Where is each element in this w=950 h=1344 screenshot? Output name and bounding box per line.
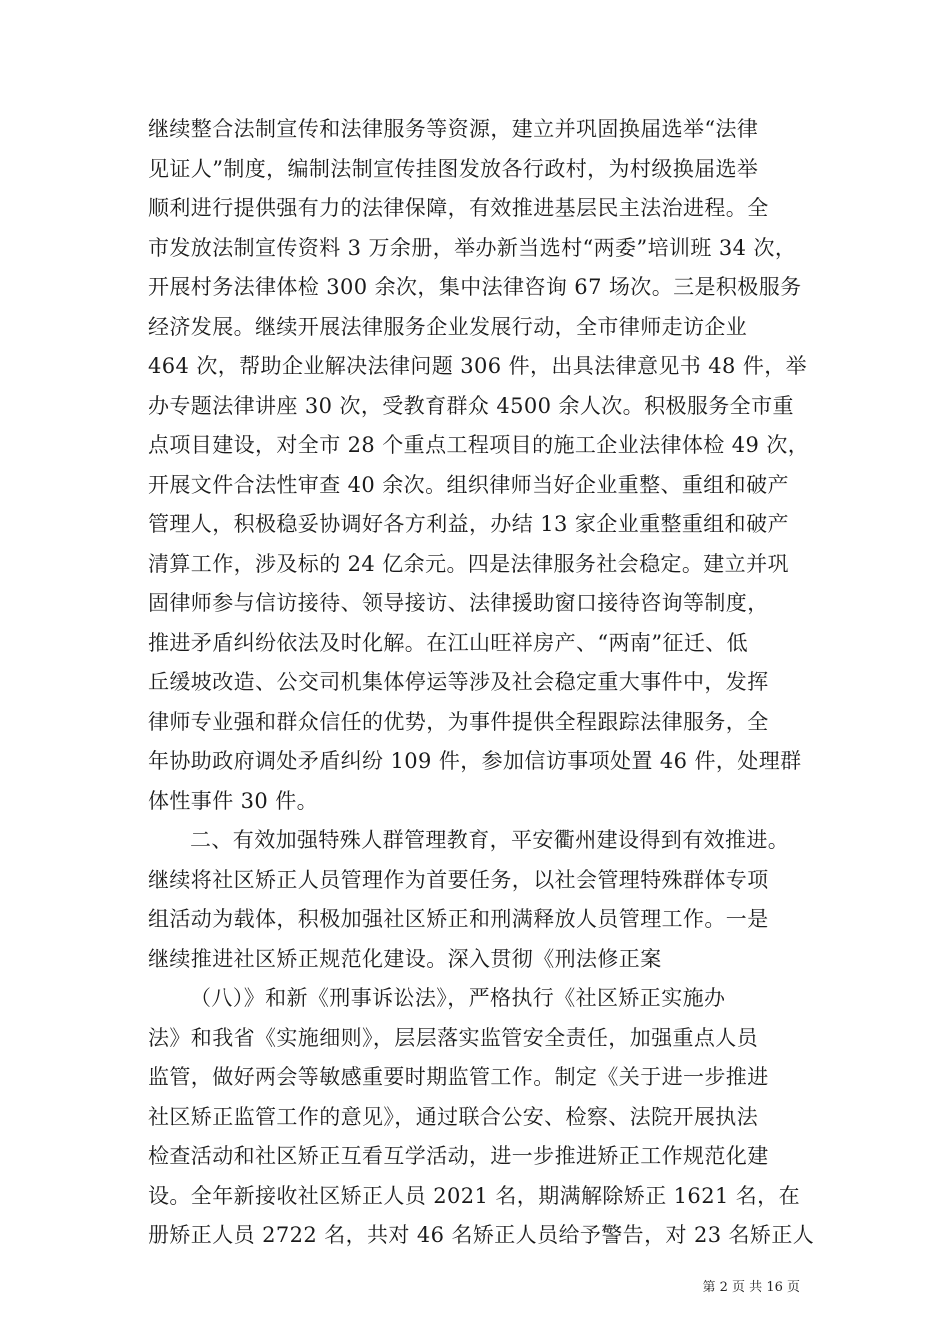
- text-line: 经济发展。继续开展法律服务企业发展行动，全市律师走访企业: [148, 314, 748, 339]
- text-line: 开展村务法律体检 300 余次，集中法律咨询 67 场次。三是积极服务: [148, 275, 802, 299]
- text-line: 年协助政府调处矛盾纠纷 109 件，参加信访事项处置 46 件，处理群: [148, 749, 802, 773]
- text-line: 法》和我省《实施细则》，层层落实监管安全责任，加强重点人员: [148, 1025, 759, 1050]
- text-line: 继续推进社区矫正规范化建设。深入贯彻《刑法修正案: [148, 946, 662, 971]
- text-line: 见证人”制度，编制法制宣传挂图发放各行政村，为村级换届选举: [148, 156, 759, 181]
- text-line: 律师专业强和群众信任的优势，为事件提供全程跟踪法律服务，全: [148, 709, 769, 734]
- text-line: 开展文件合法性审查 40 余次。组织律师当好企业重整、重组和破产: [148, 472, 789, 497]
- section-heading-line: 二、有效加强特殊人群管理教育，平安衢州建设得到有效推进。: [190, 828, 790, 852]
- text-line: 继续将社区矫正人员管理作为首要任务，以社会管理特殊群体专项: [148, 867, 769, 892]
- body-text: [148, 110, 815, 1256]
- text-line: 办专题法律讲座 30 次，受教育群众 4500 余人次。积极服务全市重: [148, 393, 794, 418]
- text-line: 监管，做好两会等敏感重要时期监管工作。制定《关于进一步推进: [148, 1065, 769, 1089]
- text-line: 册矫正人员 2722 名，共对 46 名矫正人员给予警告，对 23 名矫正人: [148, 1223, 815, 1247]
- text-line: 464 次，帮助企业解决法律问题 306 件，出具法律意见书 48 件，举: [148, 354, 808, 378]
- text-line: 清算工作，涉及标的 24 亿余元。四是法律服务社会稳定。建立并巩: [148, 551, 789, 576]
- text-line: 体性事件 30 件。: [148, 788, 319, 813]
- text-line: （八）》和新《刑事诉讼法》，严格执行《社区矫正实施办: [190, 986, 726, 1010]
- text-line: 点项目建设，对全市 28 个重点工程项目的施工企业法律体检 49 次，: [148, 433, 810, 457]
- text-line: 组活动为载体，积极加强社区矫正和刑满释放人员管理工作。一是: [148, 907, 769, 931]
- text-line: 丘缓坡改造、公交司机集体停运等涉及社会稳定重大事件中，发挥: [148, 670, 769, 694]
- text-line: 社区矫正监管工作的意见》，通过联合公安、检察、法院开展执法: [148, 1104, 759, 1129]
- text-line: 顺利进行提供强有力的法律保障，有效推进基层民主法治进程。全: [148, 196, 769, 220]
- text-line: 推进矛盾纠纷依法及时化解。在江山旺祥房产、“两南”征迁、低: [148, 630, 749, 655]
- text-line: 固律师参与信访接待、领导接访、法律援助窗口接待咨询等制度，: [148, 591, 769, 615]
- text-line: 管理人，积极稳妥协调好各方利益，办结 13 家企业重整重组和破产: [148, 512, 789, 536]
- text-line: 继续整合法制宣传和法律服务等资源，建立并巩固换届选举“法律: [148, 117, 759, 141]
- page-number: 第 2 页 共 16 页: [702, 1280, 800, 1295]
- text-line: 设。全年新接收社区矫正人员 2021 名，期满解除矫正 1621 名，在: [148, 1183, 800, 1208]
- page-number-footer: [0, 1276, 800, 1295]
- text-line: 检查活动和社区矫正互看互学活动，进一步推进矫正工作规范化建: [148, 1144, 769, 1168]
- text-line: 市发放法制宣传资料 3 万余册，举办新当选村“两委”培训班 34 次，: [148, 235, 797, 260]
